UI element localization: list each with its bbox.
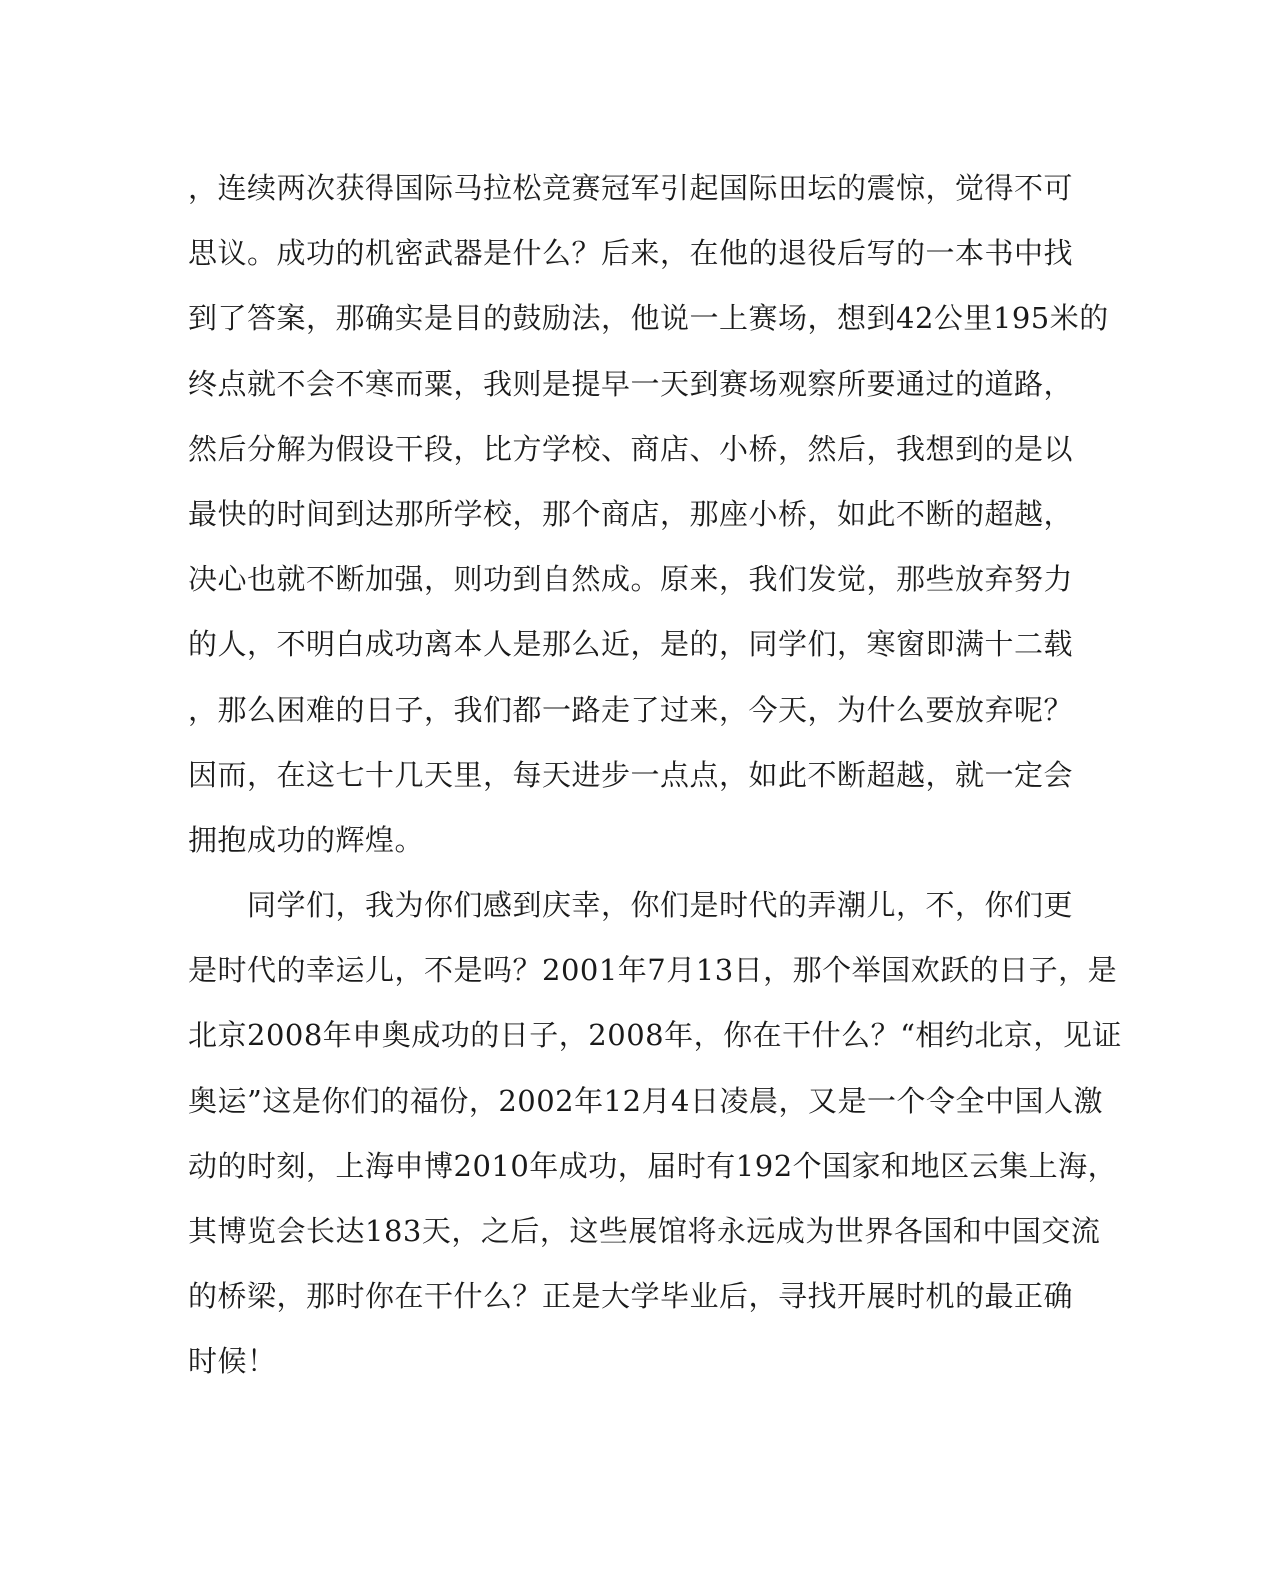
text-line: 的桥梁，那时你在干什么？正是大学毕业后，寻找开展时机的最正确 (188, 1279, 1074, 1314)
text-line: 其博览会长达183天，之后，这些展馆将永远成为世界各国和中国交流 (188, 1214, 1101, 1248)
text-line: 拥抱成功的辉煌。 (188, 822, 425, 857)
text-line: 同学们，我为你们感到庆幸，你们是时代的弄潮儿，不，你们更 (188, 888, 1074, 923)
text-line: ，那么困难的日子，我们都一路走了过来，今天，为什么要放弃呢？ (188, 692, 1074, 727)
text-line: 决心也就不断加强，则功到自然成。原来，我们发觉，那些放弃努力 (188, 562, 1074, 597)
text-line: 时候！ (188, 1344, 277, 1379)
text-line: 奥运”这是你们的福份，2002年12月4日凌晨，又是一个令全中国人激 (188, 1083, 1103, 1118)
text-line: 因而，在这七十几天里，每天进步一点点，如此不断超越，就一定会 (188, 757, 1074, 792)
text-line: 终点就不会不寒而粟，我则是提早一天到赛场观察所要通过的道路， (188, 366, 1074, 401)
text-line: 到了答案，那确实是目的鼓励法，他说一上赛场，想到42公里195米的 (188, 301, 1109, 336)
text-line: 的人，不明白成功离本人是那么近，是的，同学们，寒窗即满十二载 (188, 627, 1074, 662)
document-body (188, 162, 1122, 1401)
text-line: 北京2008年申奥成功的日子，2008年，你在干什么？“相约北京，见证 (188, 1018, 1122, 1053)
text-line: 思议。成功的机密武器是什么？后来，在他的退役后写的一本书中找 (188, 236, 1074, 271)
text-line: 然后分解为假设干段，比方学校、商店、小桥，然后，我想到的是以 (188, 431, 1074, 466)
paragraph-2 (188, 879, 1122, 1401)
text-line: ，连续两次获得国际马拉松竞赛冠军引起国际田坛的震惊，觉得不可 (188, 171, 1074, 205)
paragraph-1 (188, 162, 1109, 879)
text-line: 最快的时间到达那所学校，那个商店，那座小桥，如此不断的超越， (188, 496, 1074, 531)
text-line: 是时代的幸运儿，不是吗？2001年7月13日，那个举国欢跃的日子，是 (188, 953, 1118, 988)
text-line: 动的时刻，上海申博2010年成功，届时有192个国家和地区云集上海， (188, 1148, 1118, 1183)
